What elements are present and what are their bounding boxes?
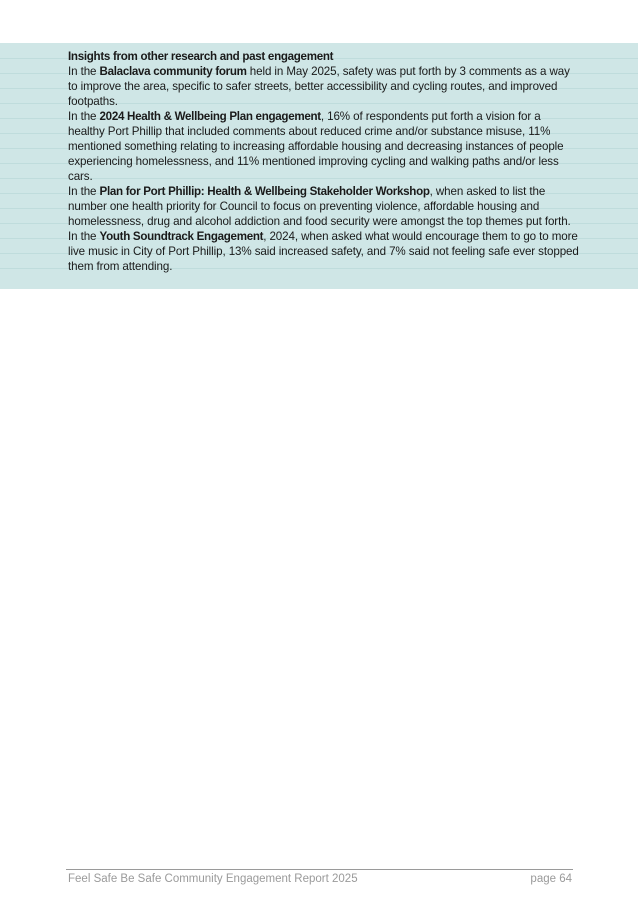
insights-content [68, 49, 580, 274]
insights-panel [0, 43, 638, 289]
paragraph-body: , when asked to list the number one health priority for Council to focus on preventing violence, affordable housing and homelessness, drug and alcohol addiction and food security were amongst the top themes put forth. [68, 185, 571, 228]
paragraph-intro: In the [68, 110, 100, 123]
footer-divider [66, 869, 573, 870]
paragraph-body: held in May 2025, safety was put forth by 3 comments as a way to improve the area, specific to safer streets, better accessibility and cycling routes, and improved footpaths. [68, 65, 570, 108]
insight-paragraph-stakeholder-workshop [68, 184, 580, 229]
insight-paragraph-health-wellbeing [68, 109, 580, 184]
insight-paragraph-balaclava [68, 64, 580, 109]
paragraph-body: , 16% of respondents put forth a vision for a healthy Port Phillip that included comments about reduced crime and/or substance misuse, 11% mentioned something relating to increasing affordable housing and decreasing instances of people experiencing homelessness, and 11% mentioned improving cycling and walking paths and/or less cars. [68, 110, 564, 183]
paragraph-bold-source: Plan for Port Phillip: Health & Wellbeing Stakeholder Workshop [99, 185, 430, 198]
paragraph-body: , 2024, when asked what would encourage them to go to more live music in City of Port Phillip, 13% said increased safety, and 7% said not feeling safe ever stopped them from attending. [68, 230, 579, 273]
paragraph-intro: In the [68, 230, 100, 243]
footer-page-number: page 64 [530, 873, 572, 885]
paragraph-intro: In the [68, 65, 100, 78]
paragraph-bold-source: Youth Soundtrack Engagement [99, 230, 264, 243]
paragraph-bold-source: 2024 Health & Wellbeing Plan engagement [99, 110, 321, 123]
insights-heading: Insights from other research and past engagement [68, 50, 334, 63]
insight-paragraph-youth-soundtrack [68, 229, 580, 274]
paragraph-intro: In the [68, 185, 100, 198]
footer-report-title: Feel Safe Be Safe Community Engagement Report 2025 [68, 873, 358, 885]
paragraph-bold-source: Balaclava community forum [99, 65, 247, 78]
